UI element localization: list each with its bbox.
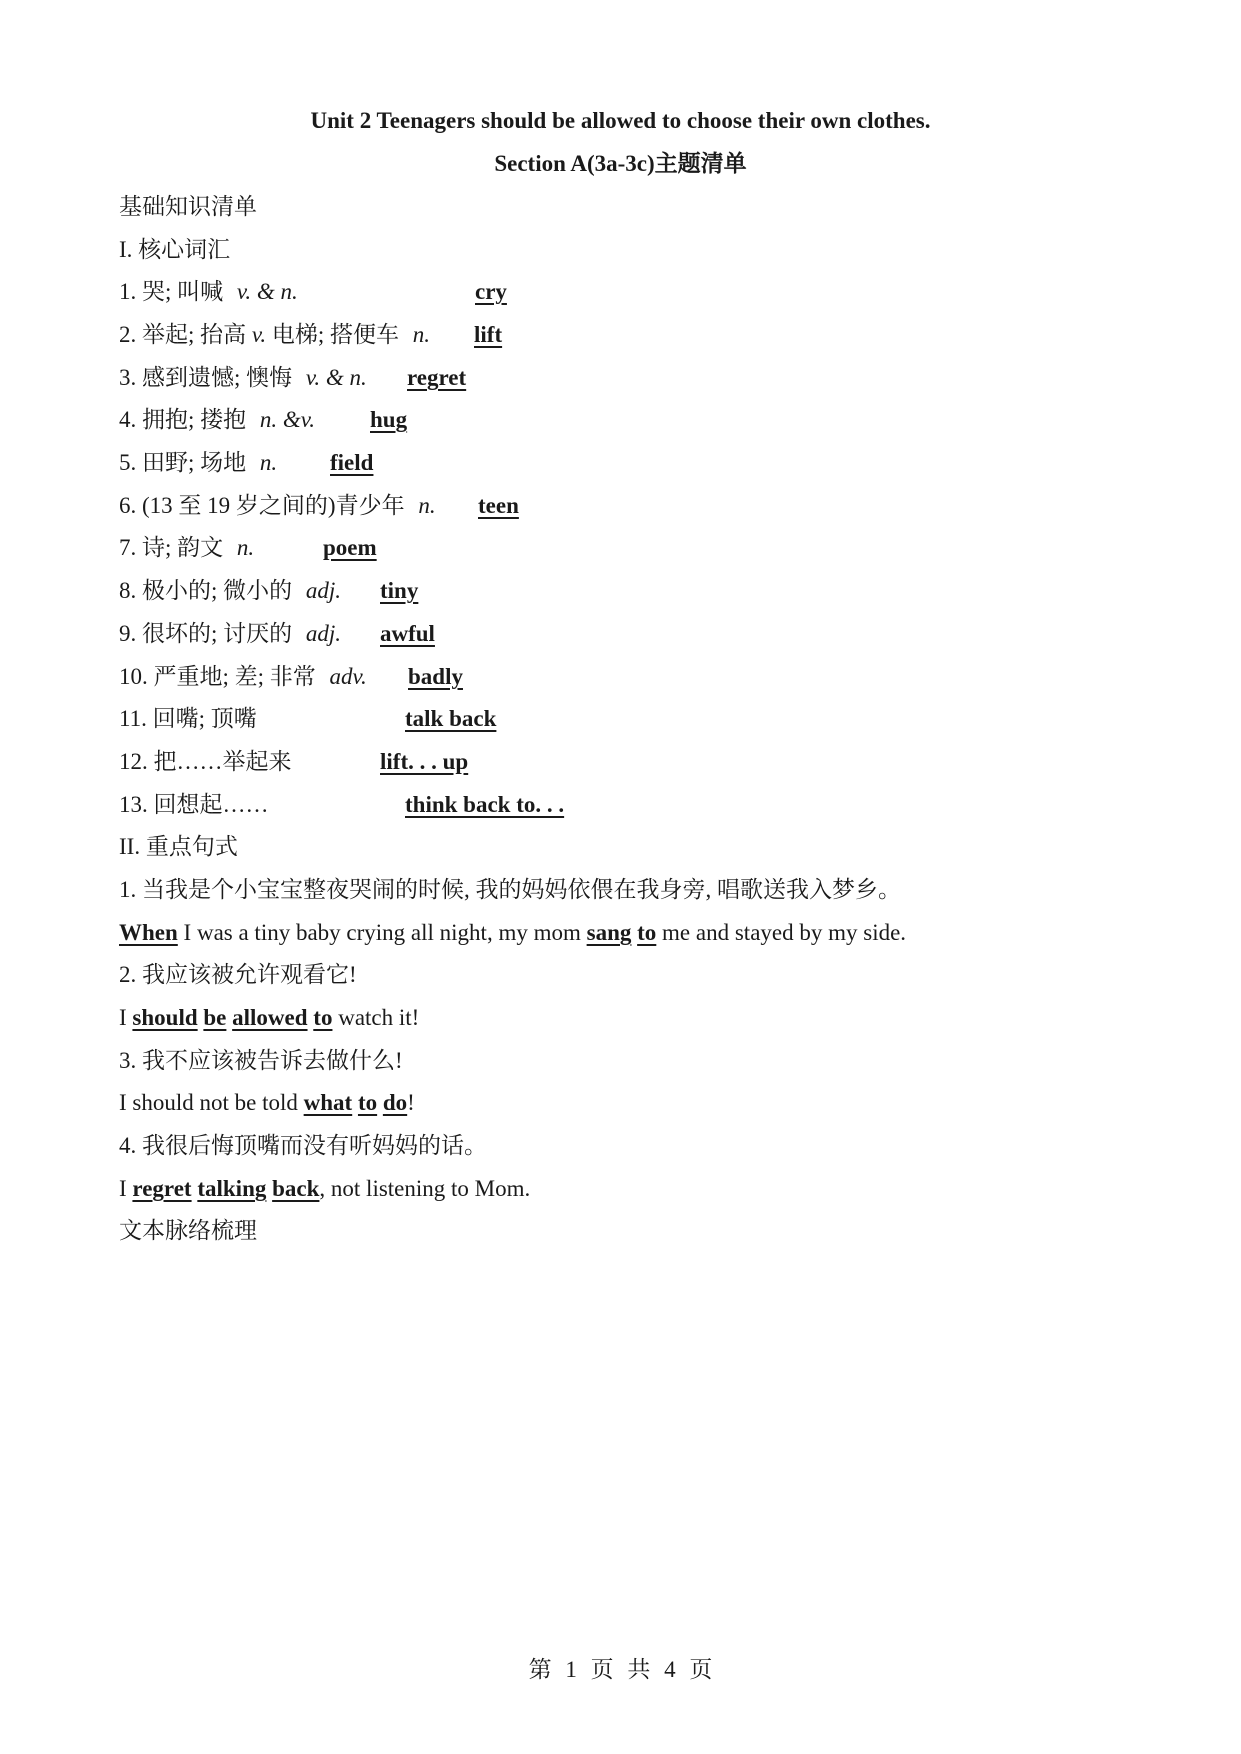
vocab-item-12 [119, 747, 292, 777]
vocab-answer: regret [407, 365, 467, 390]
vocab-answer: talk back [405, 706, 497, 731]
sentence-3-cn: 3. 我不应该被告诉去做什么! [119, 1048, 403, 1073]
sentence-2-en [119, 1003, 419, 1033]
vocab-pos: adj. [305, 578, 342, 603]
text-segment: me and stayed by my side. [656, 920, 907, 945]
vocab-cn: 感到遗憾; 懊悔 [142, 365, 293, 390]
vocab-item-11 [119, 704, 257, 734]
sentence-4-en [119, 1174, 530, 1204]
blank-answer: to [313, 1005, 333, 1030]
vocab-cn: 举起; 抬高 [142, 322, 247, 347]
vocab-answer: lift [474, 322, 503, 347]
vocab-num: 10. [119, 664, 148, 689]
text-segment: I should not be told [119, 1090, 304, 1115]
vocab-cn: 极小的; 微小的 [142, 578, 293, 603]
vocab-item-10 [119, 662, 367, 692]
section-basic-heading: 基础知识清单 [119, 194, 257, 219]
vocab-pos: n. [259, 450, 278, 475]
vocab-cn: 回嘴; 顶嘴 [152, 706, 257, 731]
sentence-2-cn: 2. 我应该被允许观看它! [119, 962, 357, 987]
vocab-item-13 [119, 790, 269, 820]
vocab-num: 8. [119, 578, 137, 603]
vocab-answer: badly [408, 664, 463, 689]
vocab-pos: adv. [329, 664, 367, 689]
sentences-heading: II. 重点句式 [119, 834, 238, 859]
sentence-3-en [119, 1088, 415, 1118]
blank-answer: what [303, 1090, 353, 1115]
vocab-item-7 [119, 533, 254, 563]
blank-answer: to [637, 920, 657, 945]
vocab-item-6 [119, 491, 436, 521]
vocab-answer: teen [478, 493, 519, 518]
vocab-cn: 诗; 韵文 [142, 535, 224, 560]
vocab-cn: 哭; 叫喊 [142, 279, 224, 304]
vocab-answer: awful [380, 621, 435, 646]
vocab-num: 6. [119, 493, 137, 518]
vocab-cn2: 电梯; 搭便车 [271, 322, 400, 347]
vocab-cn: 把……举起来 [153, 749, 292, 774]
vocab-answer: think back to. . . [405, 792, 565, 817]
vocab-cn: 拥抱; 搂抱 [142, 407, 247, 432]
text-segment: I was a tiny baby crying all night, my mom [177, 920, 587, 945]
vocab-cn: 很坏的; 讨厌的 [142, 621, 293, 646]
vocab-item-2 [119, 320, 430, 350]
blank-answer: regret [132, 1176, 192, 1201]
text-segment: I [119, 1176, 133, 1201]
text-segment: I [119, 1005, 133, 1030]
document-subtitle: Section A(3a-3c)主题清单 [494, 151, 747, 176]
vocab-item-8 [119, 576, 341, 606]
vocab-pos: adj. [305, 621, 342, 646]
vocab-item-9 [119, 619, 341, 649]
text-segment: ! [407, 1090, 415, 1115]
vocab-answer: tiny [380, 578, 419, 603]
blank-answer: back [272, 1176, 320, 1201]
vocab-num: 9. [119, 621, 137, 646]
vocab-answer: field [330, 450, 374, 475]
text-segment: , not listening to Mom. [319, 1176, 531, 1201]
blank-answer: do [382, 1090, 408, 1115]
vocab-num: 11. [119, 706, 147, 731]
section-text-heading: 文本脉络梳理 [119, 1218, 257, 1243]
vocab-num: 3. [119, 365, 137, 390]
vocab-cn: 田野; 场地 [142, 450, 247, 475]
vocab-answer: poem [323, 535, 377, 560]
vocab-pos: v. & n. [236, 279, 298, 304]
vocab-num: 12. [119, 749, 148, 774]
vocab-num: 4. [119, 407, 137, 432]
vocab-pos-mid: v. [251, 322, 267, 347]
vocab-item-4 [119, 405, 315, 435]
vocab-pos: n. [418, 493, 436, 518]
document-title: Unit 2 Teenagers should be allowed to choose their own clothes. [310, 108, 931, 133]
vocab-answer: cry [475, 279, 507, 304]
vocab-pos: n. [412, 322, 431, 347]
blank-answer: to [357, 1090, 378, 1115]
vocab-cn: 回想起…… [153, 792, 269, 817]
vocab-item-3 [119, 363, 367, 393]
blank-answer: allowed [232, 1005, 308, 1030]
vocab-num: 13. [119, 792, 148, 817]
vocab-num: 1. [119, 279, 137, 304]
blank-answer: should [132, 1005, 198, 1030]
text-segment: watch it! [332, 1005, 420, 1030]
vocab-item-5 [119, 448, 277, 478]
vocab-pos: v. & n. [305, 365, 367, 390]
sentence-4-cn: 4. 我很后悔顶嘴而没有听妈妈的话。 [119, 1133, 487, 1158]
vocab-heading: I. 核心词汇 [119, 237, 231, 262]
blank-answer: sang [586, 920, 632, 945]
sentence-1-en [119, 918, 906, 948]
blank-answer: talking [197, 1176, 267, 1201]
vocab-pos: n. &v. [259, 407, 316, 432]
vocab-num: 7. [119, 535, 137, 560]
blank-answer: be [203, 1005, 227, 1030]
page-footer: 第 1 页 共 4 页 [528, 1657, 713, 1682]
vocab-cn: 严重地; 差; 非常 [153, 664, 316, 689]
vocab-item-1 [119, 277, 298, 307]
sentence-1-cn: 1. 当我是个小宝宝整夜哭闹的时候, 我的妈妈依偎在我身旁, 唱歌送我入梦乡。 [119, 877, 901, 902]
vocab-cn: (13 至 19 岁之间的)青少年 [142, 493, 405, 518]
blank-answer: When [119, 920, 178, 945]
vocab-answer: hug [370, 407, 408, 432]
vocab-answer: lift. . . up [380, 749, 469, 774]
vocab-num: 5. [119, 450, 137, 475]
vocab-pos: n. [236, 535, 255, 560]
vocab-num: 2. [119, 322, 137, 347]
